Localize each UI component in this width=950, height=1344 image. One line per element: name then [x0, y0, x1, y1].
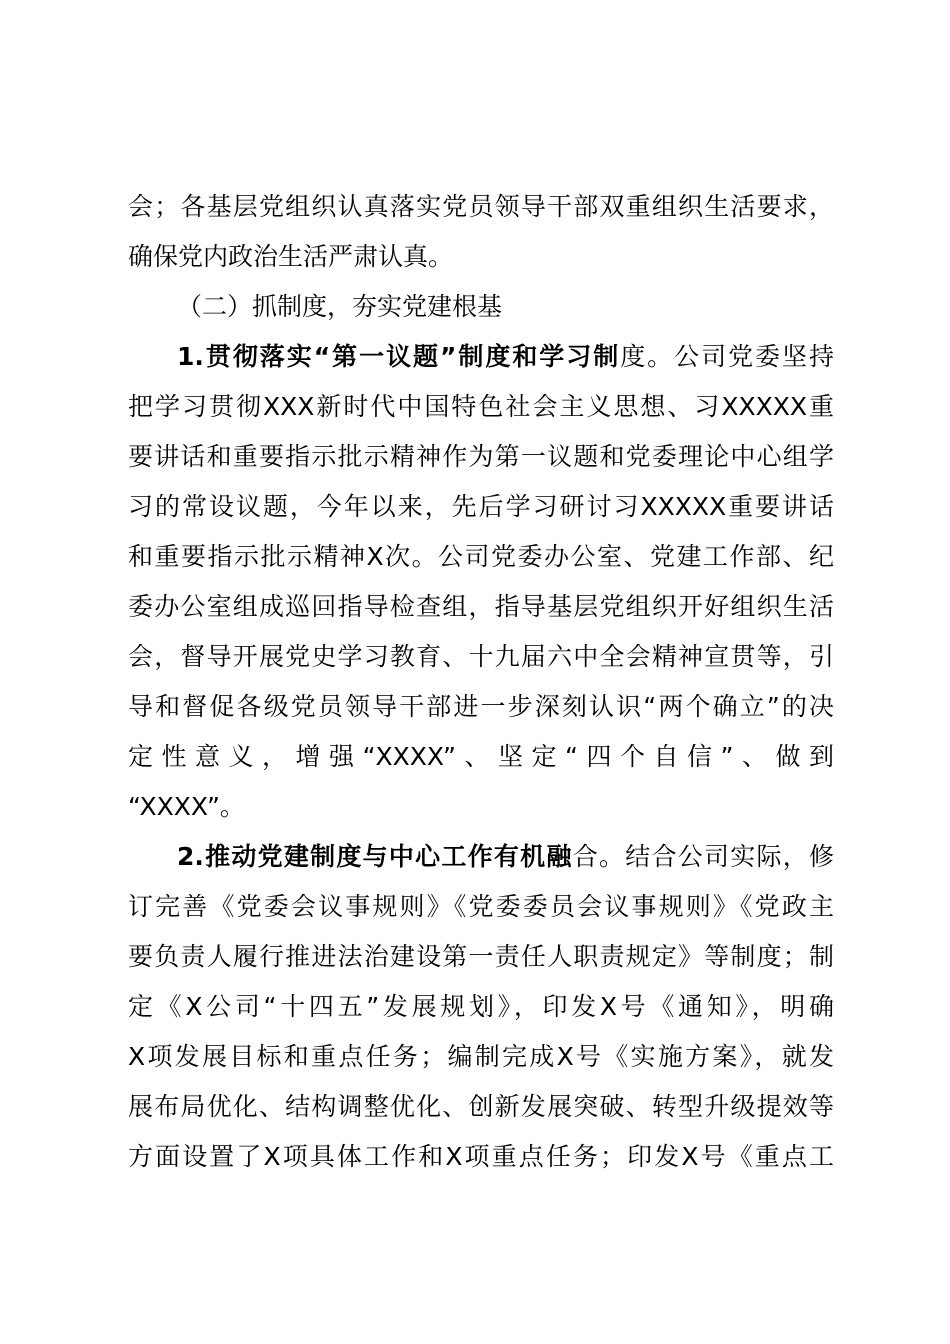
paragraph-text: 合。结合公司实际，修 — [572, 842, 834, 871]
subsection-heading-line — [177, 838, 834, 876]
paragraph-line: 会；各基层党组织认真落实党员领导干部双重组织生活要求， — [128, 192, 834, 221]
subsection-heading: 2.推动党建制度与中心工作有机融 — [177, 842, 573, 871]
section-heading: （二）抓制度，夯实党建根基 — [177, 292, 503, 321]
paragraph-line: “XXXX”。 — [128, 792, 245, 821]
paragraph-line: 确保党内政治生活严肃认真。 — [128, 242, 454, 271]
paragraph-line: 定性意义，增强“XXXX”、坚定“四个自信”、做到 — [128, 742, 834, 771]
paragraph-line: 会，督导开展党史学习教育、十九届六中全会精神宣贯等，引 — [128, 642, 834, 671]
paragraph-line: 导和督促各级党员领导干部进一步深刻认识“两个确立”的决 — [128, 692, 834, 721]
paragraph-line: 展布局优化、结构调整优化、创新发展突破、转型升级提效等 — [128, 1092, 834, 1121]
paragraph-line: 把学习贯彻XXX新时代中国特色社会主义思想、习XXXXX重 — [128, 392, 834, 421]
subsection-heading-line — [177, 338, 834, 376]
paragraph-line: 要讲话和重要指示批示精神作为第一议题和党委理论中心组学 — [128, 442, 834, 471]
paragraph-line: 定《X公司“十四五”发展规划》，印发X号《通知》，明确 — [128, 992, 834, 1021]
paragraph-text: 度。公司党委坚持 — [620, 342, 834, 371]
paragraph-line: X项发展目标和重点任务；编制完成X号《实施方案》，就发 — [128, 1042, 834, 1071]
paragraph-line: 订完善《党委会议事规则》《党委委员会议事规则》《党政主 — [128, 892, 834, 921]
paragraph-line: 习的常设议题，今年以来，先后学习研讨习XXXXX重要讲话 — [128, 492, 834, 521]
paragraph-line: 方面设置了X项具体工作和X项重点任务；印发X号《重点工 — [128, 1142, 834, 1171]
paragraph-line: 和重要指示批示精神X次。公司党委办公室、党建工作部、纪 — [128, 542, 834, 571]
subsection-heading: 1.贯彻落实“第一议题”制度和学习制 — [177, 342, 621, 371]
paragraph-line: 委办公室组成巡回指导检查组，指导基层党组织开好组织生活 — [128, 592, 834, 621]
paragraph-line: 要负责人履行推进法治建设第一责任人职责规定》等制度；制 — [128, 942, 834, 971]
